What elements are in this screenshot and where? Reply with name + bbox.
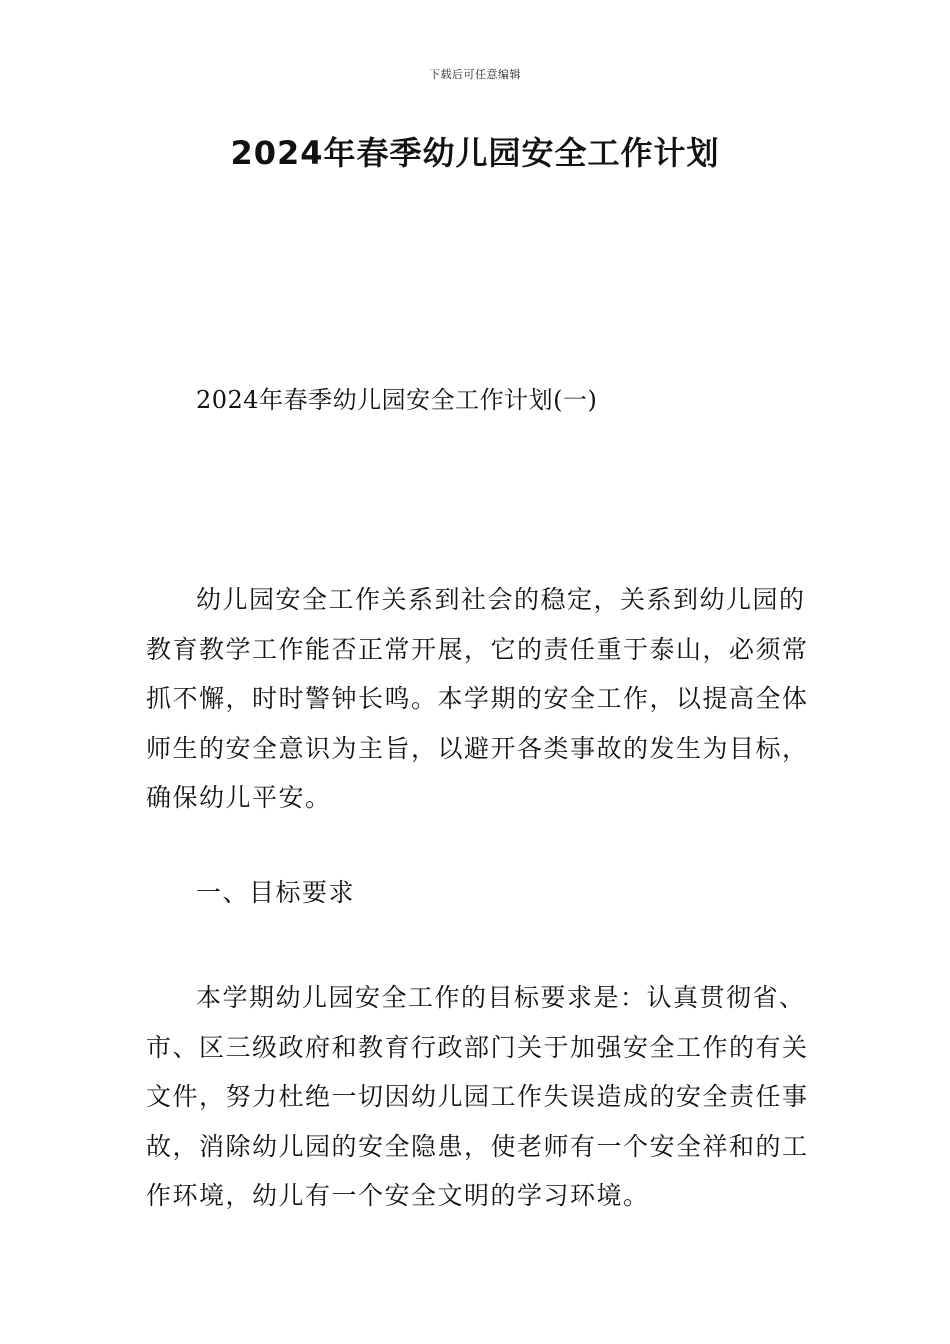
header-note: 下载后可任意编辑 [429,68,521,81]
section-heading-goals: 一、目标要求 [196,878,356,907]
page-title: 2024年春季幼儿园安全工作计划 [230,134,720,172]
goals-paragraph: 本学期幼儿园安全工作的目标要求是：认真贯彻省、市、区三级政府和教育行政部门关于加强安全工作的有关文件，努力杜绝一切因幼儿园工作失误造成的安全责任事故，消除幼儿园的安全隐患，使老师有一个安全祥和的工作环境，幼儿有一个安全文明的学习环境。 [146,983,809,1210]
section-subtitle: 2024年春季幼儿园安全工作计划(一) [196,386,598,414]
intro-paragraph: 幼儿园安全工作关系到社会的稳定，关系到幼儿园的教育教学工作能否正常开展，它的责任重于泰山，必须常抓不懈，时时警钟长鸣。本学期的安全工作，以提高全体师生的安全意识为主旨，以避开各类事故的发生为目标，确保幼儿平安。 [146,585,809,812]
